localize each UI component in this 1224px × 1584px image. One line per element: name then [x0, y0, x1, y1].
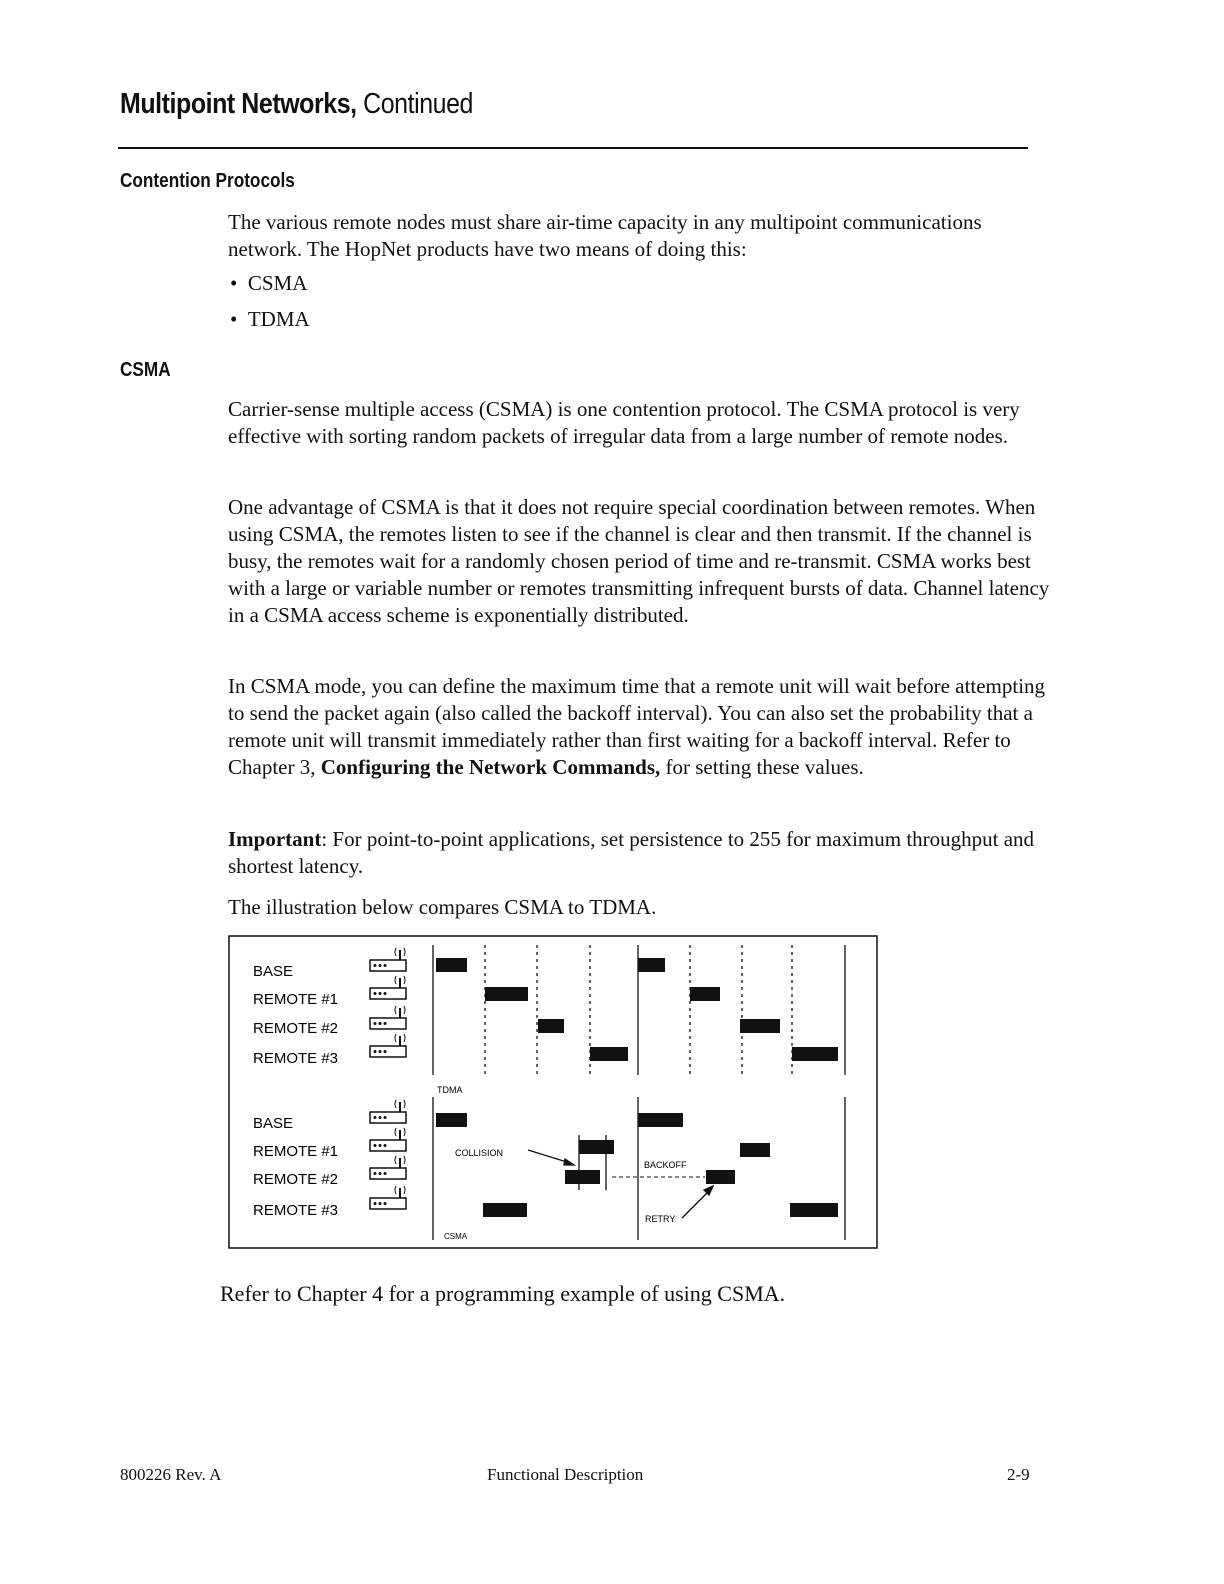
tdma-row-label: REMOTE #2: [253, 1020, 339, 1037]
csma-paragraph-1: Carrier-sense multiple access (CSMA) is one contention protocol. The CSMA protocol is very effective with sorting random packets of irregular data from a large number of remote nodes.: [228, 397, 1020, 448]
csma-label: CSMA: [444, 1232, 468, 1241]
illustration-intro: The illustration below compares CSMA to TDMA.: [228, 895, 657, 919]
csma-paragraph-2: One advantage of CSMA is that it does not require special coordination between remotes. When using CSMA, the remotes listen to see if the channel is clear and then transmit. If the channel is busy, the remotes wait for a randomly chosen period of time and re-transmit. CSMA works best with a large or variable number or remotes transmitting infrequent bursts of data. Channel latency in a CSMA access scheme is exponentially distributed.: [228, 495, 1050, 627]
bullet-item: • TDMA: [230, 307, 310, 331]
retry-label: RETRY: [645, 1214, 676, 1224]
tdma-row-label: BASE: [253, 963, 294, 980]
csma-paragraph-3: In CSMA mode, you can define the maximum time that a remote unit will wait before attempting to send the packet again (also called the backoff interval). You can also set the probability that a remote unit will transmit immediately rather than first waiting for a backoff interval. Refer to Chapter 3, Configuring the Network Commands, for setting these values.: [228, 674, 1046, 779]
tdma-row-label: REMOTE #3: [253, 1050, 339, 1067]
csma-bars: [436, 1113, 838, 1217]
collision-label: COLLISION: [455, 1148, 504, 1158]
section-heading-csma: CSMA: [120, 359, 171, 381]
radio-icon: [370, 948, 406, 1209]
page-title: Multipoint Networks, Continued: [120, 88, 473, 120]
footer-doc-number: 800226 Rev. A: [120, 1465, 222, 1484]
csma-row-label: REMOTE #2: [253, 1171, 339, 1188]
backoff-label: BACKOFF: [644, 1160, 687, 1170]
bullet-item: • CSMA: [230, 271, 308, 295]
csma-row-label: BASE: [253, 1115, 294, 1132]
important-note: Important: For point-to-point applications, set persistence to 255 for maximum throughput and shortest latency.: [228, 827, 1035, 878]
footer-section: Functional Description: [487, 1465, 644, 1484]
footer-page-number: 2-9: [1007, 1465, 1030, 1484]
csma-row-label: REMOTE #1: [253, 1143, 339, 1160]
contention-intro: The various remote nodes must share air-time capacity in any multipoint communications network. The HopNet products have two means of doing this:: [228, 210, 982, 261]
tdma-bars: [436, 958, 838, 1061]
section-heading-contention: Contention Protocols: [120, 170, 295, 192]
closing-paragraph: Refer to Chapter 4 for a programming example of using CSMA.: [220, 1281, 786, 1306]
tdma-row-label: REMOTE #1: [253, 991, 339, 1008]
csma-row-label: REMOTE #3: [253, 1202, 339, 1219]
tdma-label: TDMA: [437, 1085, 463, 1095]
